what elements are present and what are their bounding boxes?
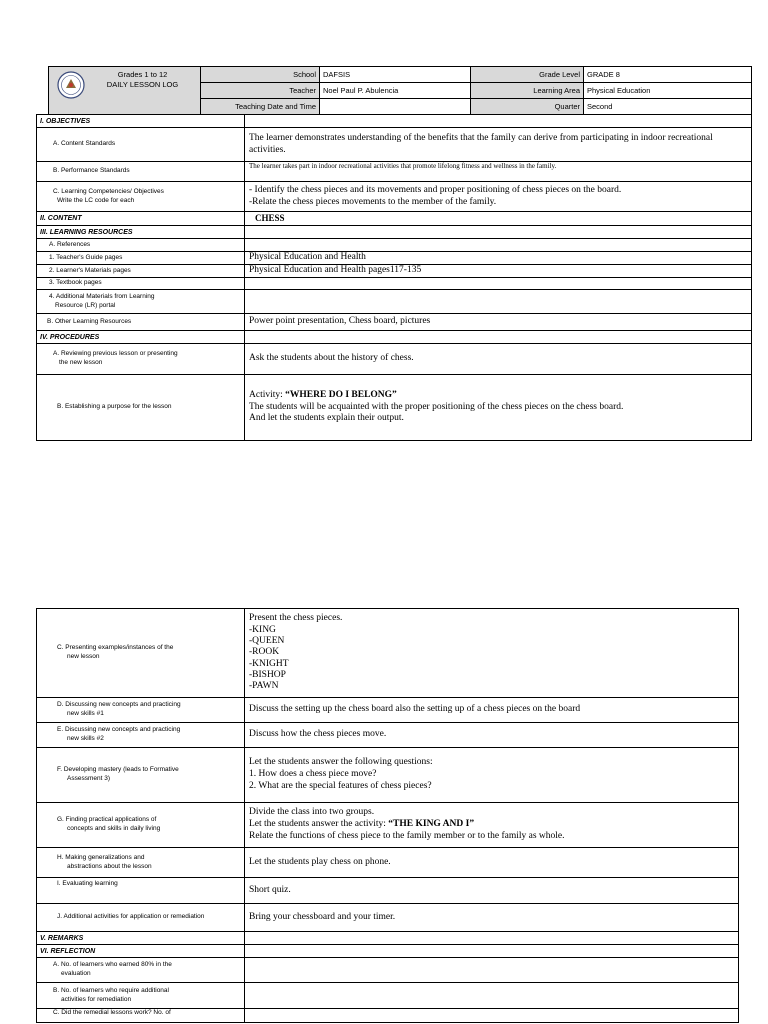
learning-resources-heading: III. LEARNING RESOURCES [37,226,245,239]
practical-line-3: Relate the functions of chess piece to the family member or to the family as whole. [249,830,565,841]
mastery-label-line-2: Assessment 3) [67,775,110,782]
purpose-line-3: And let the students explain their output. [249,413,404,424]
generalizations-label-line-2: abstractions about the lesson [67,862,152,870]
competencies-value [245,182,752,212]
reflection-b-line-1: B. No. of learners who require additional [53,986,169,994]
learners-materials-label: 2. Learner's Materials pages [37,265,245,278]
additional-activities-label: J. Additional activities for application or remediation [37,904,245,932]
discussing-1-label [37,698,245,723]
teaching-date-value [320,99,471,115]
discussing-2-label-line-2: new skills #2 [67,735,104,742]
reviewing-label [37,344,245,375]
competencies-line-1: - Identify the chess pieces and its movements and proper positioning of chess pieces on the board. [249,184,622,195]
content-value: CHESS [245,212,752,226]
lesson-table-page1 [36,114,752,441]
header-logo-cell [49,67,201,115]
quarter-label: Quarter [471,99,584,115]
log-title: DAILY LESSON LOG [106,80,179,89]
practical-line-2-prefix: Let the students answer the activity: [249,819,389,830]
teachers-guide-label: 1. Teacher's Guide pages [37,252,245,265]
school-label: School [201,67,320,83]
discussing-1-value: Discuss the setting up the chess board also the setting up of a chess pieces on the board [245,698,739,723]
content-heading: II. CONTENT [37,212,245,226]
presenting-line: -QUEEN [249,635,285,646]
purpose-line-1 [249,390,748,402]
mastery-label-line-1: F. Developing mastery (leads to Formative [57,766,179,774]
mastery-line-3: 2. What are the special features of chess pieces? [249,780,432,791]
purpose-value [245,375,752,441]
reviewing-label-line-2: the new lesson [59,359,103,366]
presenting-line: -KING [249,624,276,635]
presenting-label [37,609,245,698]
presenting-line: -KNIGHT [249,658,289,669]
competencies-line-2: -Relate the chess pieces movements to the member of the family. [249,196,497,207]
procedures-heading: IV. PROCEDURES [37,331,245,344]
purpose-label: B. Establishing a purpose for the lesson [37,375,245,441]
learning-area-label: Learning Area [471,83,584,99]
mastery-line-2: 1. How does a chess piece move? [249,769,377,780]
practical-activity-title: “THE KING AND I” [388,819,475,830]
grade-level-value: GRADE 8 [584,67,752,83]
header-table [48,66,752,115]
learners-materials-value: Physical Education and Health pages117-135 [245,265,752,278]
discussing-2-label [37,723,245,748]
presenting-line: -ROOK [249,647,280,658]
content-standards-label: A. Content Standards [37,128,245,162]
discussing-1-label-line-2: new skills #1 [67,710,104,717]
reflection-b-label [37,983,245,1009]
practical-label [37,803,245,848]
grades-label: Grades 1 to 12 [117,70,168,79]
evaluating-label: I. Evaluating learning [37,878,245,904]
additional-materials-line-2: Resource (LR) portal [55,301,116,309]
remarks-heading: V. REMARKS [37,932,245,945]
teaching-date-label: Teaching Date and Time [201,99,320,115]
performance-standards-value: The learner takes part in indoor recreational activities that promote lifelong fitness and wellness in the family. [245,162,752,182]
learning-area-value: Physical Education [584,83,752,99]
purpose-activity-title: “WHERE DO I BELONG” [285,389,397,400]
other-resources-label: B. Other Learning Resources [37,314,245,331]
purpose-line-2: The students will be acquainted with the proper positioning of the chess pieces on the chess board. [249,401,624,412]
evaluating-value: Short quiz. [245,878,739,904]
practical-line-1: Divide the class into two groups. [249,807,375,818]
generalizations-value: Let the students play chess on phone. [245,848,739,878]
additional-materials-label [37,290,245,314]
competencies-label [37,182,245,212]
competencies-label-line-1: C. Learning Competencies/ Objectives [53,187,164,195]
practical-label-line-1: G. Finding practical applications of [57,816,157,824]
discussing-2-label-line-1: E. Discussing new concepts and practicing [57,726,181,734]
discussing-2-value: Discuss how the chess pieces move. [245,723,739,748]
mastery-label [37,748,245,803]
presenting-line: -BISHOP [249,670,286,681]
performance-standards-label: B. Performance Standards [37,162,245,182]
reviewing-value: Ask the students about the history of chess. [245,344,752,375]
reflection-a-label [37,958,245,983]
practical-line-2 [249,819,735,831]
content-standards-value: The learner demonstrates understanding of the benefits that the family can derive from participating in indoor recreational activities. [245,128,752,162]
practical-value [245,803,739,848]
reflection-a-line-1: A. No. of learners who earned 80% in the [53,961,172,969]
additional-materials-line-1: 4. Additional Materials from Learning [49,292,155,300]
reflection-heading: VI. REFLECTION [37,945,245,958]
competencies-label-line-2: Write the LC code for each [57,196,135,204]
presenting-label-line-1: C. Presenting examples/instances of the [57,644,174,652]
reviewing-label-line-1: A. Reviewing previous lesson or presenting [53,350,178,358]
references-label: A. References [37,239,245,252]
quarter-value: Second [584,99,752,115]
reflection-c-label: C. Did the remedial lessons work? No. of [37,1009,245,1023]
mastery-line-1: Let the students answer the following questions: [249,757,433,768]
deped-seal-icon [57,71,85,99]
presenting-label-line-2: new lesson [67,653,100,660]
teachers-guide-value: Physical Education and Health [245,252,752,265]
generalizations-label [37,848,245,878]
teacher-label: Teacher [201,83,320,99]
presenting-line: -PAWN [249,681,279,692]
school-value: DAFSIS [320,67,471,83]
generalizations-label-line-1: H. Making generalizations and [57,853,145,861]
grade-level-label: Grade Level [471,67,584,83]
other-resources-value: Power point presentation, Chess board, pictures [245,314,752,331]
reflection-b-line-2: activities for remediation [61,995,132,1003]
practical-label-line-2: concepts and skills in daily living [67,825,161,832]
additional-activities-value: Bring your chessboard and your timer. [245,904,739,932]
purpose-activity-prefix: Activity: [249,389,286,400]
presenting-line: Present the chess pieces. [249,613,343,624]
textbook-label: 3. Textbook pages [37,278,245,290]
presenting-value [245,609,739,698]
mastery-value [245,748,739,803]
objectives-heading: I. OBJECTIVES [37,115,245,128]
reflection-a-line-2: evaluation [61,970,91,977]
discussing-1-label-line-1: D. Discussing new concepts and practicing [57,701,181,709]
lesson-table-page2 [36,608,739,1023]
teacher-value: Noel Paul P. Abulencia [320,83,471,99]
